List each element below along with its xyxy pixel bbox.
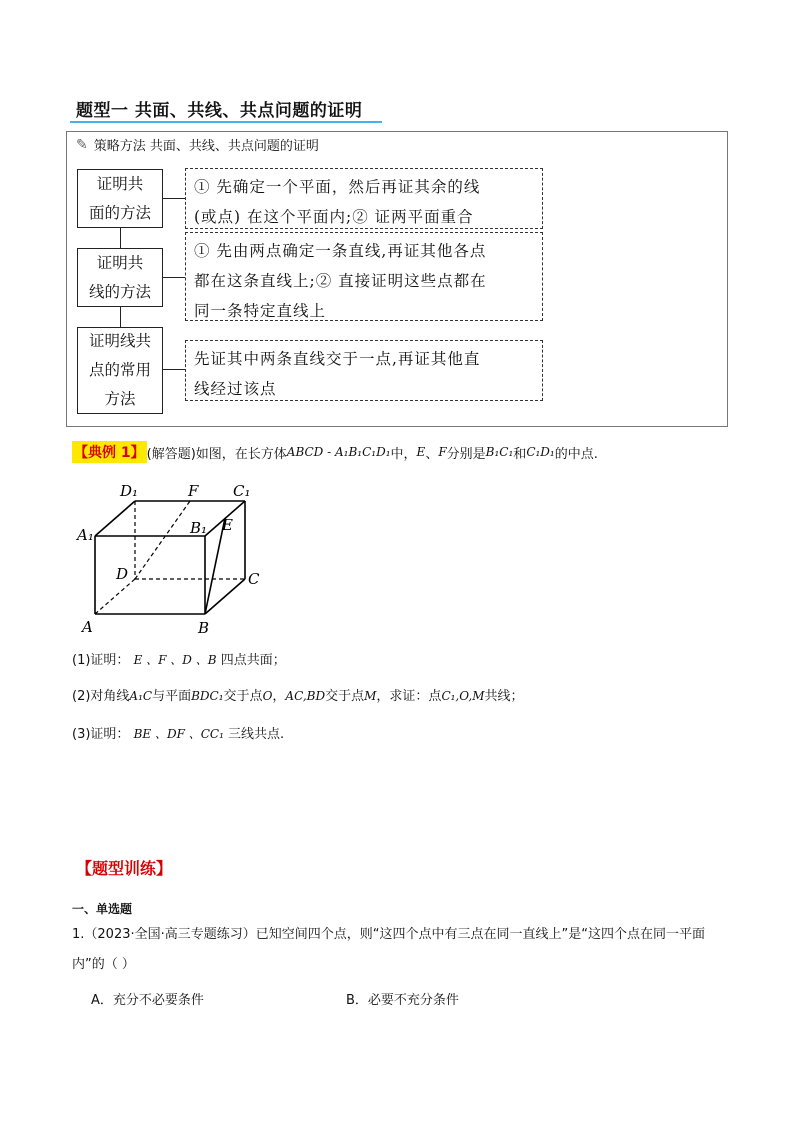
- example-text: 分别是: [446, 446, 486, 462]
- method-content-concurrent: [185, 340, 543, 401]
- question-type: (解答题): [146, 446, 196, 462]
- q-math: O: [262, 689, 273, 703]
- question-1: [72, 649, 286, 668]
- method-content-coplanar: [185, 168, 543, 229]
- method-label-collinear: [77, 248, 163, 307]
- label-c: C: [248, 570, 260, 588]
- q-points: E 、F 、D 、B: [133, 653, 217, 667]
- method-label-concurrent: [77, 327, 163, 414]
- section-title: 题型一 共面、共线、共点问题的证明: [76, 101, 363, 121]
- q-math: M: [364, 689, 377, 703]
- strategy-header: [76, 135, 319, 154]
- cuboid-figure: [70, 472, 270, 642]
- solid-name: ABCD - A₁B₁C₁D₁: [286, 445, 391, 459]
- label-a: A: [82, 618, 93, 636]
- connector-line: [163, 369, 185, 370]
- content-line: 线经过该点: [194, 380, 277, 398]
- option-b[interactable]: B．必要不充分条件: [346, 993, 459, 1008]
- single-choice-heading: 一、单选题: [72, 902, 133, 916]
- q-text: ，求证：点: [376, 689, 442, 704]
- method-label-line: 证明共: [96, 174, 144, 193]
- hidden-edge: [95, 579, 135, 614]
- example-text: 如图，在长方体: [195, 446, 287, 462]
- example-statement: [72, 441, 598, 463]
- label-e: E: [222, 516, 233, 534]
- example-text: 的中点.: [554, 446, 598, 462]
- method-label-coplanar: [77, 169, 163, 228]
- q-suffix: 三线共点.: [228, 727, 285, 742]
- vertical-connector: [120, 307, 121, 327]
- label-f: F: [188, 482, 199, 500]
- example-tag: 【典例 1】: [72, 441, 147, 463]
- content-line: ① 先由两点确定一条直线,再证其他各点: [194, 242, 487, 260]
- q-text: 与平面: [152, 689, 192, 704]
- content-line: 都在这条直线上;② 直接证明这些点都在: [194, 272, 487, 290]
- label-c1: C₁: [233, 482, 251, 500]
- q-math: C₁,O,M: [441, 689, 485, 703]
- segment-b1c1: B₁C₁: [485, 445, 514, 459]
- q-math: AC,BD: [285, 689, 326, 703]
- label-b1: B₁: [190, 519, 208, 537]
- q-math: A₁C: [129, 689, 153, 703]
- q-lines: BE 、DF 、CC₁: [133, 727, 224, 741]
- q-prefix: (1)证明：: [72, 653, 130, 668]
- q-suffix: 共线；: [484, 689, 524, 704]
- training-title: 【题型训练】: [76, 859, 173, 878]
- separator: 、: [425, 446, 439, 462]
- q-text: ，: [272, 689, 286, 704]
- q-math: BDC₁: [191, 689, 224, 703]
- method-content-collinear: [185, 232, 543, 321]
- point-f: F: [438, 445, 447, 459]
- content-line: 同一条特定直线上: [194, 302, 327, 320]
- method-label-line: 证明共: [96, 253, 144, 272]
- example-text: 和: [513, 446, 527, 462]
- content-line: (或点) 在这个平面内;② 证两平面重合: [194, 208, 474, 226]
- strategy-icon: ✎: [76, 136, 88, 153]
- q-prefix: (2)对角线: [72, 689, 130, 704]
- vertical-connector: [120, 228, 121, 248]
- option-a[interactable]: A．充分不必要条件: [91, 993, 204, 1008]
- section-underline: [70, 121, 382, 123]
- method-label-line: 方法: [104, 390, 136, 408]
- edge: [95, 501, 135, 536]
- method-label-line: 点的常用: [88, 361, 151, 379]
- question-2: [72, 685, 524, 704]
- connector-line: [163, 277, 185, 278]
- content-line: 先证其中两条直线交于一点,再证其他直: [194, 350, 481, 368]
- example-text: 中，: [390, 446, 417, 462]
- label-d1: D₁: [120, 482, 139, 500]
- segment-df: [135, 501, 190, 579]
- connector-line: [163, 198, 185, 199]
- strategy-header-text: 策略方法 共面、共线、共点问题的证明: [93, 139, 319, 154]
- content-line: ① 先确定一个平面，然后再证其余的线: [194, 178, 481, 196]
- problem-1: 1.（2023·全国·高三专题练习）已知空间四个点，则“这四个点中有三点在同一直线上”是“这四个点在同一平面内”的（ ）: [72, 927, 705, 972]
- q-suffix: 四点共面；: [220, 653, 286, 668]
- point-e: E: [416, 445, 426, 459]
- q-prefix: (3)证明：: [72, 727, 130, 742]
- method-label-line: 证明线共: [88, 332, 151, 350]
- q-text: 交于点: [325, 689, 365, 704]
- method-label-line: 线的方法: [88, 282, 151, 301]
- method-label-line: 面的方法: [88, 203, 151, 222]
- label-d: D: [116, 565, 129, 583]
- q-text: 交于点: [223, 689, 263, 704]
- label-a1: A₁: [77, 526, 94, 544]
- label-b: B: [198, 619, 210, 637]
- segment-c1d1: C₁D₁: [526, 445, 555, 459]
- question-3: [72, 723, 284, 742]
